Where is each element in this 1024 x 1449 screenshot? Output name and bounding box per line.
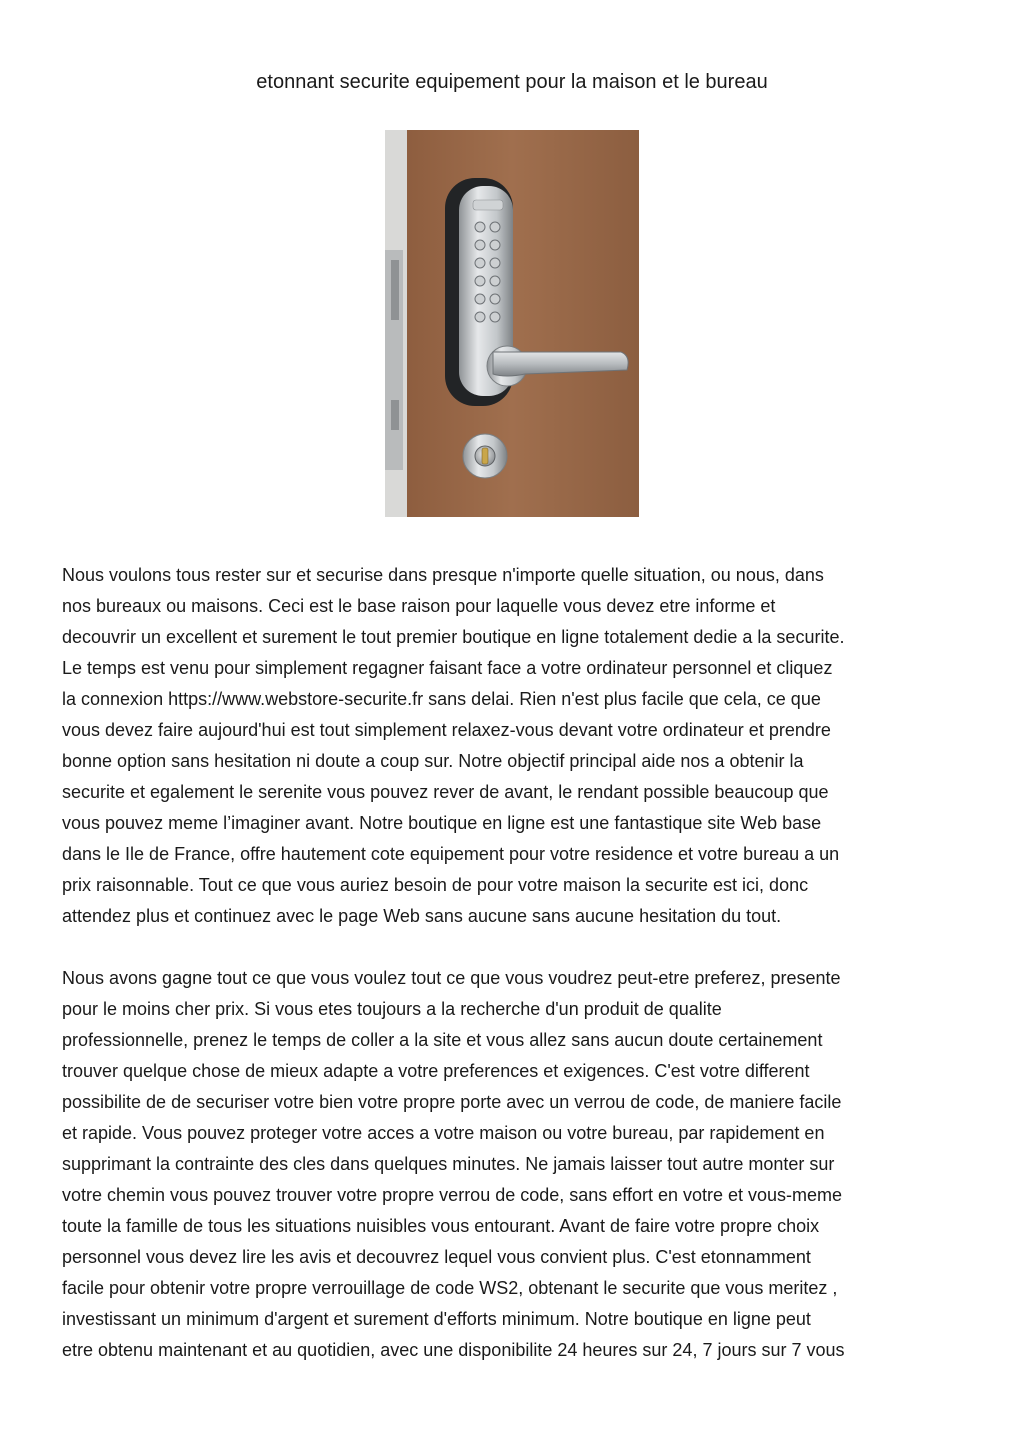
product-image — [385, 130, 639, 517]
code-lock-icon — [385, 130, 639, 517]
article-body — [62, 560, 967, 1366]
paragraph-1: Nous voulons tous rester sur et securise dans presque n'importe quelle situation, ou nous, dans nos bureaux ou maisons. Ceci est le base raison pour laquelle vous devez etre informe et decouvrir un excellent et surement le tout premier boutique en ligne totalement dedie a la securite. Le temps est venu pour simplement regagner faisant face a votre ordinateur personnel et cliquez la connexion https://www.webstore-securite.fr sans delai. Rien n'est plus facile que cela, ce que vous devez faire aujourd'hui est tout simplement relaxez-vous devant votre ordinateur et prendre bonne option sans hesitation ni doute a coup sur. Notre objectif principal aide nos a obtenir la securite et egalement le serenite vous pouvez rever de avant, le rendant possible beaucoup que vous pouvez meme l’imaginer avant. Notre boutique en ligne est une fantastique site Web base dans le Ile de France, offre hautement cote equipement pour votre residence et votre bureau a un prix raisonnable. Tout ce que vous auriez besoin de pour votre maison la securite est ici, donc attendez plus et continuez avec le page Web sans aucune sans aucune hesitation du tout. — [62, 565, 845, 926]
page-title: etonnant securite equipement pour la maison et le bureau — [256, 71, 768, 93]
paragraph-2: Nous avons gagne tout ce que vous voulez tout ce que vous voudrez peut-etre preferez, presente pour le moins cher prix. Si vous etes toujours a la recherche d'un produit de qualite professionnelle, prenez le temps de coller a la site et vous allez sans aucun doute certainement trouver quelque chose de mieux adapte a votre preferences et exigences. C'est votre different possibilite de de securiser votre bien votre propre porte avec un verrou de code, de maniere facile et rapide. Vous pouvez proteger votre acces a votre maison ou votre bureau, par rapidement en supprimant la contrainte des cles dans quelques minutes. Ne jamais laisser tout autre monter sur votre chemin vous pouvez trouver votre propre verrou de code, sans effort en votre et vous-meme toute la famille de tous les situations nuisibles vous entourant. Avant de faire votre propre choix personnel vous devez lire les avis et decouvrez lequel vous convient plus. C'est etonnamment facile pour obtenir votre propre verrouillage de code WS2, obtenant le securite que vous meritez , investissant un minimum d'argent et surement d'efforts minimum. Notre boutique en ligne peut etre obtenu maintenant et au quotidien, avec une disponibilite 24 heures sur 24, 7 jours sur 7 vous — [62, 968, 845, 1360]
